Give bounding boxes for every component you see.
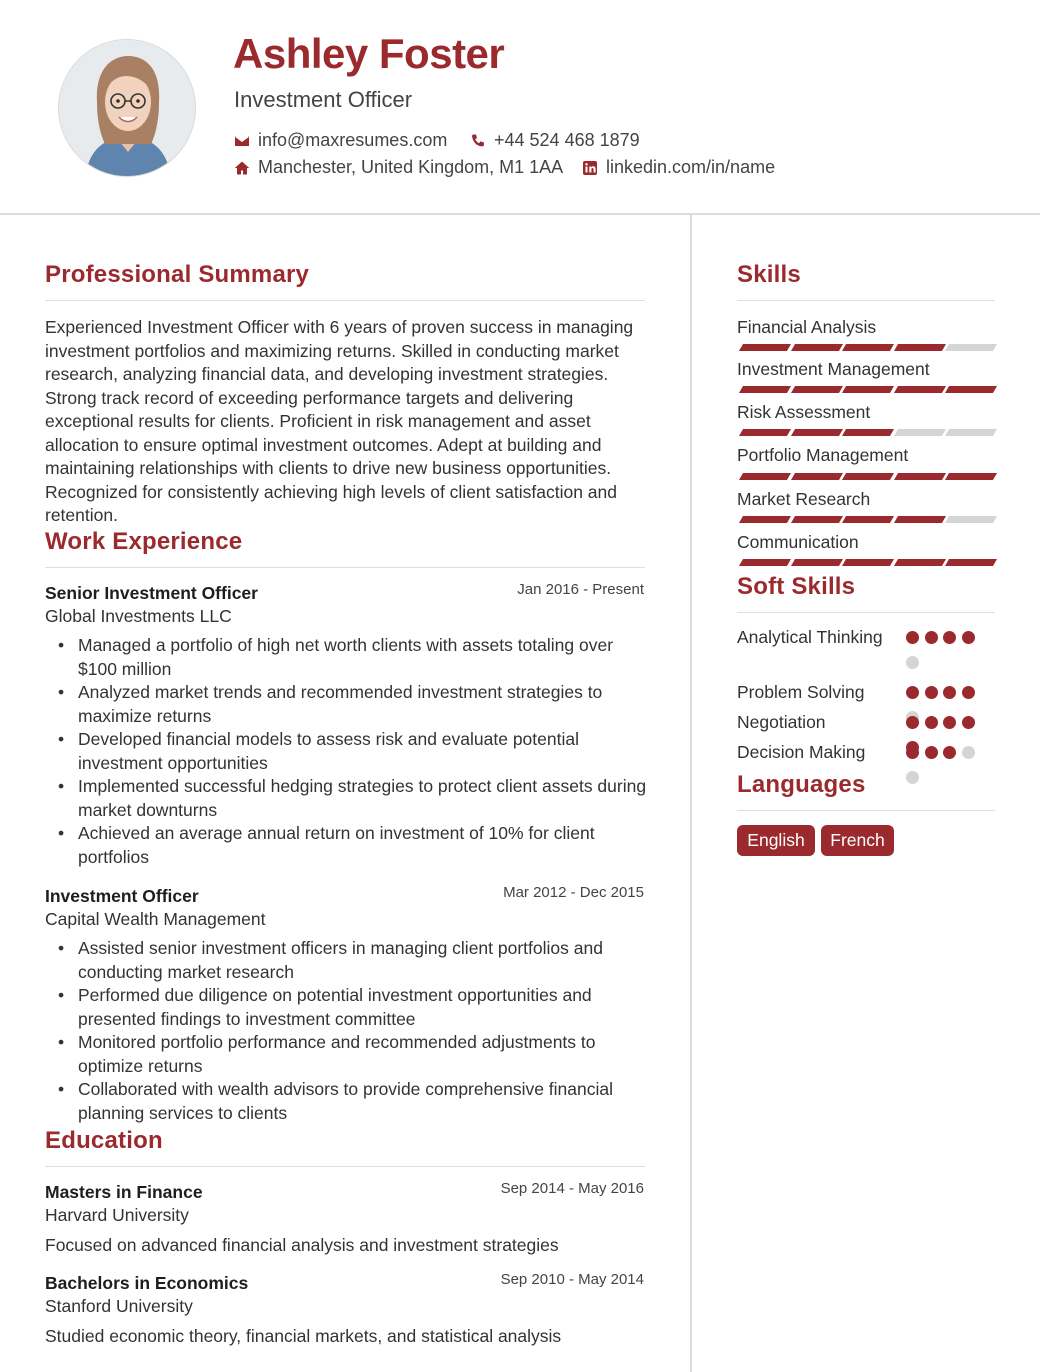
soft-skill-dot — [925, 746, 938, 759]
skill-level-segment — [842, 473, 894, 480]
experience-heading: Work Experience — [45, 528, 243, 555]
job-bullet: • Achieved an average annual return on investment of 10% for client portfolios — [78, 822, 648, 869]
education-school: Stanford University — [45, 1296, 193, 1316]
skill-level-segment — [945, 386, 997, 393]
skill-name: Risk Assessment — [737, 402, 871, 422]
languages-heading: Languages — [737, 771, 866, 798]
skill-level-segment — [842, 516, 894, 523]
skill-level-segment — [739, 386, 791, 393]
soft-skill-dot — [925, 686, 938, 699]
skill-name: Investment Management — [737, 359, 930, 379]
skill-level-segment — [842, 386, 894, 393]
skill-level-segment — [790, 386, 842, 393]
skill-level-segment — [945, 516, 997, 523]
skill-level-segment — [739, 516, 791, 523]
soft-skill-dot — [906, 746, 919, 759]
resume-header — [0, 0, 1040, 215]
summary-text: Experienced Investment Officer with 6 years of proven success in managing investment portfolios and maximizing returns. Skilled in conducting market research, analyzing financial data, and developing investment strategies. Strong track record of exceeding performance targets and delivering exceptional results for clients. Proficient in risk management and asset allocation to ensure optimal investment outcomes. Adept at building and maintaining relationships with clients to drive new business opportunities. Recognized for consistently achieving high levels of client satisfaction and retention. — [45, 317, 634, 525]
soft-skill-dot — [943, 686, 956, 699]
job-bullets — [78, 937, 648, 1125]
soft-skill-dot — [943, 631, 956, 644]
skill-level-segment — [893, 516, 945, 523]
skill-name: Market Research — [737, 489, 871, 509]
skill-level-segment — [790, 473, 842, 480]
languages-rule — [737, 810, 995, 811]
soft-skill-name: Decision Making — [737, 742, 866, 762]
skill-level-segment — [790, 429, 842, 436]
skill-level-bar — [738, 386, 993, 393]
job-company: Capital Wealth Management — [45, 909, 266, 929]
soft-skill-dot — [906, 716, 919, 729]
education-description: Studied economic theory, financial markets, and statistical analysis — [45, 1326, 562, 1346]
skill-level-bar — [738, 473, 993, 480]
skill-level-segment — [945, 473, 997, 480]
home-icon — [234, 160, 250, 176]
skill-name: Financial Analysis — [737, 317, 877, 337]
job-bullet: • Collaborated with wealth advisors to provide comprehensive financial planning services to clients — [78, 1078, 648, 1125]
skill-level-segment — [842, 429, 894, 436]
skill-level-segment — [945, 559, 997, 566]
soft-skill-dot — [906, 656, 919, 669]
soft-skill-dot — [906, 686, 919, 699]
contact-email[interactable] — [234, 130, 447, 151]
skill-level-segment — [790, 559, 842, 566]
contact-address — [234, 157, 563, 178]
soft-skill-name: Negotiation — [737, 712, 826, 732]
skill-level-segment — [945, 429, 997, 436]
profile-photo — [58, 39, 196, 177]
soft-skill-dot — [925, 631, 938, 644]
skill-level-segment — [893, 344, 945, 351]
language-badge: English — [737, 825, 815, 856]
skill-level-bar — [738, 516, 993, 523]
envelope-icon — [234, 133, 250, 149]
education-degree: Bachelors in Economics — [45, 1273, 249, 1293]
skill-level-segment — [893, 386, 945, 393]
phone-icon — [470, 133, 486, 149]
job-dates: Mar 2012 - Dec 2015 — [503, 884, 644, 901]
job-bullet: • Analyzed market trends and recommended investment strategies to maximize returns — [78, 681, 648, 728]
soft-skill-dot — [906, 771, 919, 784]
job-bullet: • Performed due diligence on potential investment opportunities and presented findings to investment committee — [78, 984, 648, 1031]
job-bullet: • Developed financial models to assess risk and evaluate potential investment opportunities — [78, 728, 648, 775]
soft-skill-name: Problem Solving — [737, 682, 865, 702]
contact-phone[interactable] — [470, 130, 640, 151]
soft-skill-dot — [925, 716, 938, 729]
soft-skill-dot — [962, 716, 975, 729]
job-bullet: • Managed a portfolio of high net worth clients with assets totaling over $100 million — [78, 634, 648, 681]
education-degree: Masters in Finance — [45, 1182, 203, 1202]
skill-name: Communication — [737, 532, 859, 552]
skill-level-segment — [790, 516, 842, 523]
skill-level-segment — [893, 429, 945, 436]
skill-level-segment — [739, 473, 791, 480]
candidate-title: Investment Officer — [234, 87, 413, 112]
candidate-name: Ashley Foster — [233, 30, 505, 77]
soft-skills-heading: Soft Skills — [737, 573, 856, 600]
soft-skill-dot — [943, 746, 956, 759]
job-bullets — [78, 634, 648, 869]
skill-level-segment — [739, 344, 791, 351]
skill-level-segment — [945, 344, 997, 351]
profile-photo-illustration — [59, 40, 196, 177]
skill-level-bar — [738, 429, 993, 436]
summary-rule — [45, 300, 645, 301]
soft-skill-dot — [962, 686, 975, 699]
skill-level-bar — [738, 344, 993, 351]
skill-level-segment — [893, 473, 945, 480]
contact-address-text: Manchester, United Kingdom, M1 1AA — [258, 157, 564, 177]
contact-linkedin[interactable] — [582, 157, 775, 178]
job-title: Senior Investment Officer — [45, 583, 258, 603]
job-bullet: • Monitored portfolio performance and recommended adjustments to optimize returns — [78, 1031, 648, 1078]
soft-skill-name: Analytical Thinking — [737, 627, 883, 647]
language-badge: French — [821, 825, 894, 856]
soft-skills-rule — [737, 612, 995, 613]
skill-level-bar — [738, 559, 993, 566]
skill-level-segment — [790, 344, 842, 351]
contact-phone-text: +44 524 468 1879 — [494, 130, 640, 150]
education-school: Harvard University — [45, 1205, 189, 1225]
linkedin-icon — [582, 160, 598, 176]
skills-rule — [737, 300, 995, 301]
soft-skill-dot — [906, 631, 919, 644]
skill-level-segment — [739, 559, 791, 566]
skills-heading: Skills — [737, 261, 801, 288]
job-bullet: • Assisted senior investment officers in managing client portfolios and conducting market research — [78, 937, 648, 984]
contact-linkedin-text: linkedin.com/in/name — [606, 157, 776, 177]
education-dates: Sep 2010 - May 2014 — [500, 1271, 644, 1288]
job-dates: Jan 2016 - Present — [517, 581, 644, 598]
job-bullet: • Implemented successful hedging strategies to protect client assets during market downturns — [78, 775, 648, 822]
education-description: Focused on advanced financial analysis and investment strategies — [45, 1235, 559, 1255]
education-rule — [45, 1166, 645, 1167]
soft-skill-dot — [943, 716, 956, 729]
skill-level-segment — [842, 344, 894, 351]
skill-level-segment — [842, 559, 894, 566]
column-divider — [690, 215, 692, 1372]
experience-rule — [45, 567, 645, 568]
skill-level-segment — [739, 429, 791, 436]
skill-level-segment — [893, 559, 945, 566]
education-dates: Sep 2014 - May 2016 — [500, 1180, 644, 1197]
job-title: Investment Officer — [45, 886, 199, 906]
soft-skill-dot — [962, 746, 975, 759]
skill-name: Portfolio Management — [737, 445, 909, 465]
job-company: Global Investments LLC — [45, 606, 232, 626]
soft-skill-dot — [962, 631, 975, 644]
contact-email-text: info@maxresumes.com — [258, 130, 448, 150]
summary-heading: Professional Summary — [45, 261, 310, 288]
education-heading: Education — [45, 1127, 163, 1154]
